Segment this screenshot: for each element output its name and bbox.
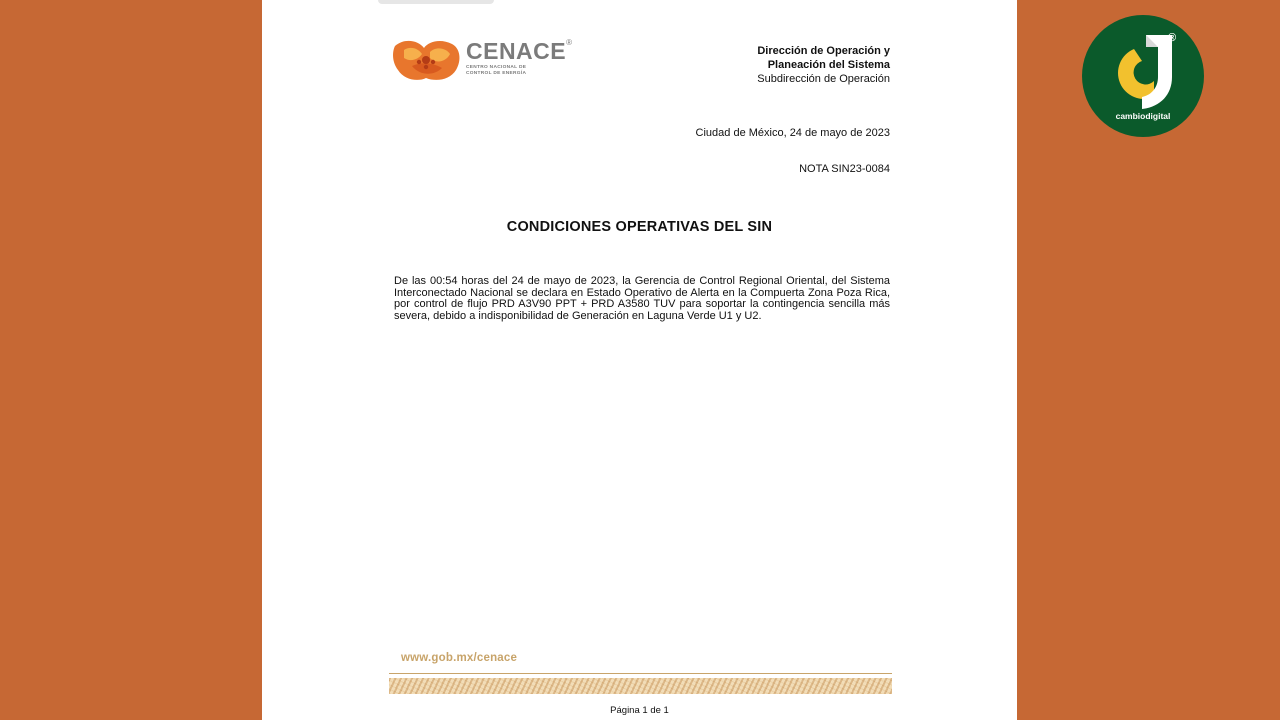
document-page	[262, 0, 1017, 720]
footer-divider	[389, 673, 892, 674]
note-number: NOTA SIN23-0084	[799, 163, 890, 175]
office-line1: Dirección de Operación y	[757, 45, 890, 57]
cambiodigital-watermark	[1082, 15, 1204, 137]
watermark-brand-text: cambiodigital	[1115, 111, 1171, 121]
body-paragraph: De las 00:54 horas del 24 de mayo de 2023, la Gerencia de Control Regional Oriental, del Sistema Interconectado Nacional se declara en Estado Operativo de Alerta en la Compuerta Zona Poza Rica, por control de flujo PRD A3V90 PPT + PRD A3580 TUV para soportar la contingencia sencilla más severa, debido a indisponibilidad de Generación en Laguna Verde U1 y U2.	[394, 275, 890, 322]
logo-subtitle-line2: CONTROL DE ENERGÍA	[466, 71, 527, 76]
logo-wordmark: CENACE®	[466, 38, 573, 64]
office-line3: Subdirección de Operación	[757, 73, 890, 85]
page-top-tab	[378, 0, 494, 4]
cenace-emblem-icon	[392, 36, 464, 84]
logo-registered-mark: ®	[566, 38, 573, 47]
office-line2: Planeación del Sistema	[767, 59, 890, 71]
footer-url: www.gob.mx/cenace	[401, 652, 518, 664]
footer-decorative-band	[389, 678, 892, 694]
page-number: Página 1 de 1	[610, 705, 669, 716]
issuing-office	[757, 44, 890, 86]
cenace-logo	[392, 36, 577, 84]
watermark-registered-mark: ®	[1168, 32, 1177, 44]
document-title: CONDICIONES OPERATIVAS DEL SIN	[506, 219, 773, 235]
logo-subtitle-line1: CENTRO NACIONAL DE	[466, 65, 527, 70]
document-date: Ciudad de México, 24 de mayo de 2023	[695, 127, 890, 139]
